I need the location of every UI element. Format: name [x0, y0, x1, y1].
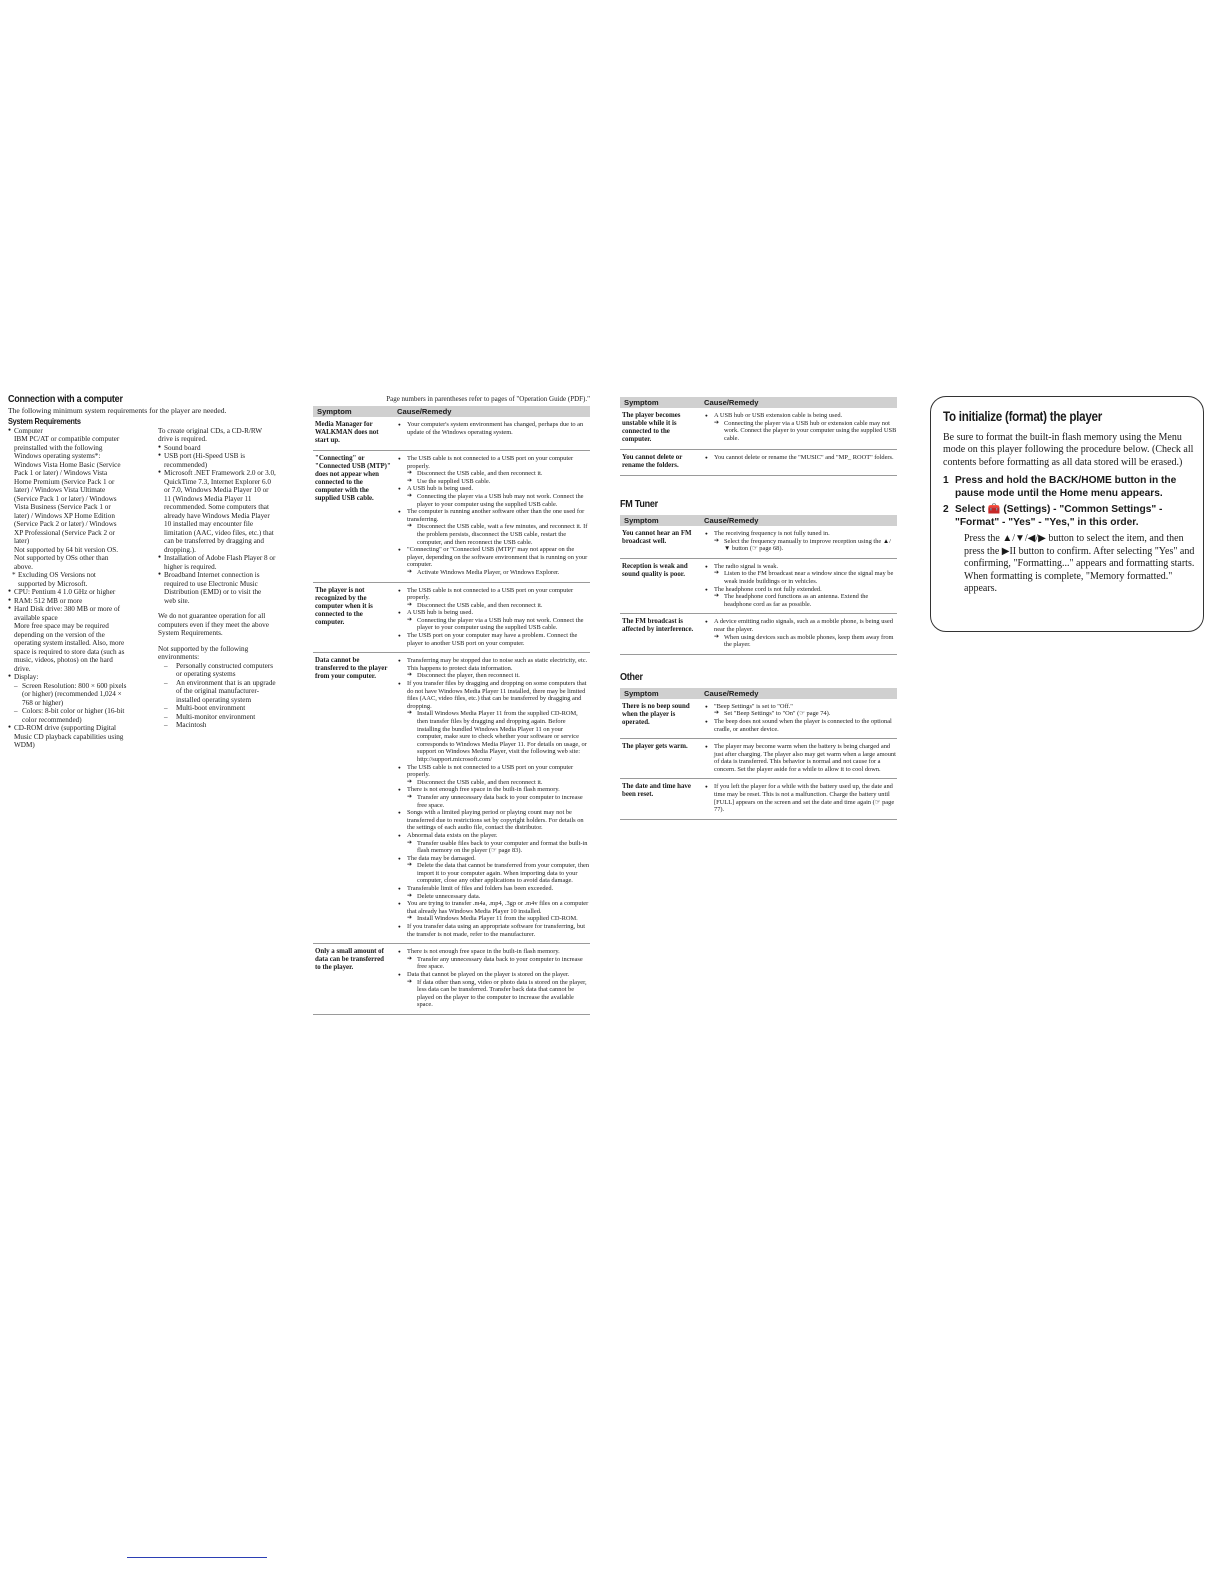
- requirements-right-column: [158, 427, 290, 750]
- text-line: – Personally constructed computers: [176, 661, 274, 670]
- step-1: [943, 475, 1203, 501]
- table-row: [620, 614, 897, 654]
- cause-header: Cause/Remedy: [704, 688, 759, 698]
- display-item: [8, 707, 153, 724]
- symptom-header: Symptom: [624, 516, 659, 525]
- cause-item: ● The data may be damaged.: [397, 855, 590, 863]
- remedy-item: ➔ Listen to the FM broadcast near a window since the signal may be weak inside buildings or in vehicles.: [704, 570, 897, 585]
- cause-item: ● Songs with a limited playing period or playing count may not be transferred due to restrictions set by copyright holders. For details on the settings of each audio file, contact the distributor.: [397, 809, 590, 832]
- display-item: [8, 682, 153, 708]
- troubleshooting-computer: [313, 395, 590, 1015]
- ram-requirement: ● RAM: 512 MB or more: [8, 597, 153, 606]
- text-line: ● Sound board: [164, 443, 201, 452]
- text-line: color recommended): [22, 715, 82, 724]
- text-line: – Screen Resolution: 800 × 600 pixels: [22, 681, 127, 690]
- cause-item: ● The USB cable is not connected to a USB port on your computer properly.: [397, 587, 590, 602]
- text-line: recommended): [164, 460, 208, 469]
- cause-item: ● If you left the player for a while with the battery used up, the date and time may be reset. This is not a malfunction. Charge the battery until [FULL] appears on the screen and set the date and time again (☞ page 77).: [704, 783, 897, 813]
- text-line: To create original CDs, a CD-R/RW: [158, 426, 263, 435]
- text-line: System Requirements.: [158, 629, 223, 637]
- remedy-item: ➔ When using devices such as mobile phones, keep them away from the player.: [704, 634, 897, 649]
- cause-cell: [397, 948, 590, 1009]
- cause-item: ● "Connecting" or "Connected USB (MTP)" may not appear on the player, depending on the software environment that is running on your computer.: [397, 546, 590, 569]
- text-line: Not supported by 64 bit version OS.: [14, 545, 119, 554]
- symptom-cell: There is no beep sound when the player is operated.: [622, 702, 690, 726]
- table-header: [313, 406, 590, 417]
- text-line: operating system installed. Also, more: [14, 639, 125, 647]
- not-supported-intro: [158, 645, 290, 662]
- computer-table-body: [313, 417, 590, 1015]
- table-row: [313, 944, 590, 1015]
- remedy-item: ➔ Activate Windows Media Player, or Windows Explorer.: [397, 569, 590, 577]
- cause-item: ● The USB cable is not connected to a USB port on your computer properly.: [397, 455, 590, 470]
- text-line: installed operating system: [176, 695, 252, 704]
- step-1-number: 1: [943, 475, 949, 487]
- symptom-cell: Media Manager for WALKMAN does not start up.: [315, 421, 379, 444]
- cause-item: ● You cannot delete or rename the "MUSIC" and "MP_ ROOT" folders.: [704, 454, 897, 462]
- computer-table-continued: [620, 408, 897, 476]
- cause-item: ● A USB hub is being used.: [397, 485, 590, 493]
- remedy-item: ➔ Connecting the player via a USB hub may not work. Connect the player to your computer using the supplied USB cable.: [397, 617, 590, 632]
- step-2-text: Select 🧰 (Settings) - "Common Settings" - "Format" - "Yes" - "Yes," in this order.: [955, 503, 1163, 528]
- cause-cell: [704, 412, 897, 444]
- text-line: – Colors: 8-bit color or higher (16-bit: [22, 707, 125, 715]
- initialize-intro: Be sure to format the built-in flash memory using the Menu mode on this player following the procedure below. (Check all contents before formatting as all data stored will be erased.): [943, 432, 1194, 468]
- text-line: available space: [14, 613, 58, 622]
- remedy-item: ➔ If data other than song, video or photo data is stored on the player, less data can be transferred. Transfer back data that cannot be played on the player to the computer to increase the available space.: [397, 979, 590, 1009]
- cause-item: ● The beep does not sound when the player is connected to the optional cradle, or another device.: [704, 718, 897, 733]
- cpu-requirement: ● CPU: Pentium 4 1.0 GHz or higher: [8, 588, 153, 597]
- cause-item: ● If you transfer files by dragging and dropping on some computers that do not have Windows Media Player 11 installed, there may be limited files (AAC, video files, etc.) that can be transferred by dragging and dropping.: [397, 680, 590, 710]
- text-line: later) / Windows XP Home Edition: [14, 511, 115, 520]
- text-line: Windows Vista Home Basic (Service: [14, 460, 121, 469]
- cause-header: Cause/Remedy: [397, 407, 452, 416]
- table-row: [620, 559, 897, 615]
- not-supported-list: [158, 662, 290, 730]
- text-line: already have Windows Media Player: [164, 511, 270, 520]
- os-footnote: [8, 571, 153, 588]
- cause-cell: [704, 563, 897, 609]
- cause-cell: [704, 783, 897, 813]
- display-requirements: [8, 682, 153, 725]
- symptom-cell: The date and time have been reset.: [622, 783, 691, 799]
- cause-cell: [704, 703, 897, 733]
- cause-item: ● The headphone cord is not fully extended.: [704, 586, 897, 594]
- footer-rule: [127, 1557, 267, 1558]
- requirement-item: [158, 452, 290, 469]
- table-row: [620, 739, 897, 779]
- table-header: [620, 397, 897, 408]
- text-line: WDM): [14, 741, 35, 749]
- text-line: can be transferred by dragging and: [164, 537, 264, 545]
- remedy-item: ➔ Disconnect the player, then reconnect it.: [397, 672, 590, 680]
- additional-requirements: [158, 444, 290, 606]
- fm-tuner-table: [620, 526, 897, 655]
- text-line: computers even if they meet the above: [158, 620, 269, 629]
- text-line: later) / Windows Vista Ultimate: [14, 486, 106, 494]
- symptom-cell: Only a small amount of data can be transferred to the player.: [315, 948, 384, 972]
- cause-header: Cause/Remedy: [704, 398, 759, 407]
- text-line: or 7.0, Windows Media Player 10 or: [164, 486, 269, 494]
- table-row: [620, 779, 897, 819]
- text-line: ● Microsoft .NET Framework 2.0 or 3.0,: [164, 469, 276, 477]
- table-header: [620, 515, 897, 526]
- remedy-item: ➔ Disconnect the USB cable, and then reconnect it.: [397, 470, 590, 478]
- symptom-cell: You cannot hear an FM broadcast well.: [622, 530, 692, 545]
- remedy-item: ➔ Connecting the player via a USB hub or extension cable may not work. Connect the player to your computer using the supplied USB cable.: [704, 420, 897, 443]
- text-line: 10 installed may encounter file: [164, 520, 254, 528]
- cause-item: ● Abnormal data exists on the player.: [397, 832, 590, 840]
- remedy-item: ➔ Set "Beep Settings" to "On" (☞ page 74).: [704, 710, 897, 718]
- symptom-header: Symptom: [317, 407, 352, 416]
- remedy-item: ➔ Use the supplied USB cable.: [397, 478, 590, 486]
- requirements-left-column: [8, 427, 153, 750]
- symptom-cell: The FM broadcast is affected by interference.: [622, 618, 694, 634]
- guarantee-note: [158, 612, 290, 638]
- text-line: required to use Electronic Music: [164, 579, 258, 588]
- text-line: Distribution (EMD) or to visit the: [164, 588, 262, 596]
- cause-item: ● You are trying to transfer .m4a, .mp4, .3gp or .m4v files on a computer that already has Windows Media Player 10 installed.: [397, 900, 590, 915]
- cause-cell: [397, 587, 590, 648]
- text-line: – An environment that is an upgrade: [176, 678, 276, 687]
- cause-cell: [397, 657, 590, 938]
- text-line: ● CD-ROM drive (supporting Digital: [14, 724, 117, 732]
- cause-item: ● The computer is running another software other than the one used for transferring.: [397, 508, 590, 523]
- remedy-item: ➔ Connecting the player via a USB hub may not work. Connect the player to your computer using the supplied USB cable.: [397, 493, 590, 508]
- computer-label: ● Computer: [8, 427, 153, 436]
- connection-section: [8, 395, 290, 750]
- text-line: – Macintosh: [176, 721, 207, 729]
- text-line: recommended. Some computers that: [164, 503, 269, 511]
- requirement-item: [158, 444, 290, 453]
- remedy-item: ➔ Install Windows Media Player 11 from the supplied CD-ROM.: [397, 915, 590, 923]
- connection-title: Connection with a computer: [8, 393, 123, 405]
- cause-item: ● A USB hub is being used.: [397, 609, 590, 617]
- remedy-item: ➔ Transfer usable files back to your computer and format the built-in flash memory on the player (☞ page 83).: [397, 840, 590, 855]
- step-2: [943, 504, 1203, 530]
- system-requirements-title: System Requirements: [8, 416, 81, 426]
- text-line: Home Premium (Service Pack 1 or: [14, 477, 115, 486]
- cause-item: ● A device emitting radio signals, such as a mobile phone, is being used near the player.: [704, 618, 897, 633]
- cause-item: ● The USB cable is not connected to a USB port on your computer properly.: [397, 764, 590, 779]
- cause-cell: [397, 421, 590, 445]
- cause-cell: [704, 530, 897, 553]
- cause-item: ● A USB hub or USB extension cable is being used.: [704, 412, 897, 420]
- text-line: ● Installation of Adobe Flash Player 8 or: [164, 554, 276, 562]
- text-line: More free space may be required: [14, 622, 109, 630]
- text-line: or operating systems: [176, 670, 236, 678]
- step-1-text: Press and hold the BACK/HOME button in the pause mode until the Home menu appears.: [955, 475, 1177, 500]
- requirement-item: [158, 469, 290, 554]
- text-line: (Service Pack 1 or later) / Windows: [14, 494, 117, 503]
- not-supported-item: [158, 662, 290, 679]
- display-label: ● Display:: [8, 673, 153, 682]
- text-line: later): [14, 537, 30, 545]
- text-line: 11 (Windows Media Player 11: [164, 494, 252, 503]
- text-line: drive.: [14, 664, 31, 673]
- symptom-cell: The player becomes unstable while it is connected to the computer.: [622, 412, 681, 443]
- remedy-item: ➔ Disconnect the USB cable, and then reconnect it.: [397, 779, 590, 787]
- cd-rw-note: [158, 427, 290, 444]
- cdrom-requirement: [8, 724, 153, 750]
- text-line: web site.: [164, 596, 190, 605]
- other-table: [620, 699, 897, 820]
- fm-tuner-title: FM Tuner: [620, 498, 658, 510]
- not-supported-item: [158, 713, 290, 722]
- text-line: – Multi-boot environment: [176, 704, 246, 712]
- page-reference-note: Page numbers in parentheses refer to pages of "Operation Guide (PDF).": [386, 395, 590, 403]
- initialize-box: [930, 396, 1204, 632]
- symptom-cell: Data cannot be transferred to the player from your computer.: [315, 657, 388, 681]
- initialize-title: To initialize (format) the player: [943, 409, 1102, 424]
- text-line: drive is required.: [158, 435, 207, 443]
- cause-item: ● The USB port on your computer may have a problem. Connect the player to another USB port on your computer.: [397, 632, 590, 647]
- text-line: above.: [14, 562, 33, 571]
- text-line: We do not guarantee operation for all: [158, 612, 266, 620]
- troubleshooting-continued: [620, 397, 897, 820]
- table-row: [620, 450, 897, 476]
- text-line: * Excluding OS Versions not: [18, 571, 96, 579]
- cause-item: ● The player may become warm when the battery is being charged and just after charging. The player also may get warm when a large amount of data is transferred. This behavior is normal and not cause for a concern. Set the player aside for a while to allow it to cool down.: [704, 743, 897, 773]
- table-row: [620, 408, 897, 450]
- cause-item: ● If you transfer data using an appropriate software for transferring, but the transfer is not made, refer to the manufacturer.: [397, 923, 590, 938]
- text-line: Music CD playback capabilities using: [14, 732, 124, 741]
- cause-item: ● "Beep Settings" is set to "Off.": [704, 703, 897, 711]
- text-line: Not supported by the following: [158, 644, 249, 653]
- remedy-item: ➔ Install Windows Media Player 11 from the supplied CD-ROM, then transfer files by dragging and dropping again. Before installing the bundled Windows Media Player 11 on your computer, make sure to check whether your software or service corresponds to Windows Media Player 11. For details on usage, or support on Windows Media Player, visit the following web site: http://support.microsoft.com/: [397, 710, 590, 763]
- text-line: IBM PC/AT or compatible computer: [14, 435, 120, 443]
- symptom-header: Symptom: [624, 688, 659, 698]
- remedy-item: ➔ Disconnect the USB cable, wait a few minutes, and reconnect it. If the problem persists, disconnect the USB cable, restart the computer, and then reconnect the USB cable.: [397, 523, 590, 546]
- text-line: QuickTime 7.3, Internet Explorer 6.0: [164, 477, 271, 486]
- not-supported-item: [158, 679, 290, 705]
- text-line: higher is required.: [164, 562, 217, 571]
- cause-item: ● There is not enough free space in the built-in flash memory.: [397, 948, 590, 956]
- text-line: Pack 1 or later) / Windows Vista: [14, 469, 108, 477]
- cause-header: Cause/Remedy: [704, 516, 759, 525]
- symptom-cell: The player is not recognized by the computer when it is connected to the computer.: [315, 586, 373, 626]
- not-supported-item: [158, 704, 290, 713]
- symptom-cell: The player gets warm.: [622, 743, 688, 751]
- table-row: [313, 583, 590, 654]
- text-line: depending on the version of the: [14, 630, 105, 639]
- cause-item: ● Your computer's system environment has changed, perhaps due to an update of the Windows operating system.: [397, 421, 590, 436]
- remedy-item: ➔ Delete unnecessary data.: [397, 893, 590, 901]
- table-row: [620, 699, 897, 739]
- remedy-item: ➔ The headphone cord functions as an antenna. Extend the headphone cord as far as possible.: [704, 593, 897, 608]
- symptom-cell: You cannot delete or rename the folders.: [622, 454, 683, 469]
- connection-intro: The following minimum system requirements for the player are needed.: [8, 405, 227, 415]
- text-line: music, videos, photos) on the hard: [14, 656, 113, 664]
- text-line: XP Professional (Service Pack 2 or: [14, 528, 115, 537]
- text-line: Not supported by OSs other than: [14, 554, 109, 562]
- cause-item: ● The radio signal is weak.: [704, 563, 897, 571]
- cause-item: ● Data that cannot be played on the player is stored on the player.: [397, 971, 590, 979]
- text-line: of the original manufacturer-: [176, 687, 260, 695]
- text-line: ● USB port (Hi-Speed USB is: [164, 452, 246, 460]
- computer-details: [8, 435, 153, 571]
- cause-item: ● There is not enough free space in the built-in flash memory.: [397, 786, 590, 794]
- remedy-item: ➔ Delete the data that cannot be transferred from your computer, then import it to your computer again. When importing data to your computer, close any other applications to avoid data damage.: [397, 862, 590, 885]
- table-row: [620, 526, 897, 559]
- text-line: supported by Microsoft.: [18, 579, 88, 588]
- text-line: – Multi-monitor environment: [176, 712, 256, 721]
- text-line: Windows operating systems*:: [14, 452, 101, 460]
- remedy-item: ➔ Transfer any unnecessary data back to your computer to increase free space.: [397, 956, 590, 971]
- cause-cell: [704, 454, 897, 470]
- not-supported-item: [158, 721, 290, 730]
- requirement-item: [158, 571, 290, 605]
- other-title: Other: [620, 670, 643, 683]
- text-line: space is required to store data (such as: [14, 647, 125, 656]
- cause-item: ● Transferring may be stopped due to noise such as static electricity, etc. This happens to protect data information.: [397, 657, 590, 672]
- text-line: environments:: [158, 653, 200, 661]
- text-line: ● Hard Disk drive: 380 MB or more of: [14, 605, 120, 613]
- text-line: (or higher) (recommended 1,024 ×: [22, 690, 122, 698]
- cause-cell: [397, 455, 590, 577]
- cause-item: ● Transferable limit of files and folders has been exceeded.: [397, 885, 590, 893]
- text-line: dropping.).: [164, 545, 196, 554]
- text-line: ● Broadband Internet connection is: [164, 571, 260, 579]
- symptom-cell: "Connecting" or "Connected USB (MTP)" does not appear when connected to the computer with the supplied USB cable.: [315, 455, 391, 502]
- table-header: [620, 688, 897, 699]
- symptom-cell: Reception is weak and sound quality is poor.: [622, 562, 688, 578]
- table-row: [313, 653, 590, 944]
- hdd-requirement: [8, 605, 153, 673]
- text-line: 768 or higher): [22, 698, 64, 707]
- remedy-item: ➔ Disconnect the USB cable, and then reconnect it.: [397, 602, 590, 610]
- remedy-item: ➔ Select the frequency manually to improve reception using the ▲/▼ button (☞ page 68).: [704, 538, 897, 553]
- symptom-header: Symptom: [624, 398, 659, 407]
- remedy-item: ➔ Transfer any unnecessary data back to your computer to increase free space.: [397, 794, 590, 809]
- text-line: (Service Pack 2 or later) / Windows: [14, 520, 117, 528]
- text-line: limitation (AAC, video files, etc.) that: [164, 528, 274, 537]
- cause-cell: [704, 618, 897, 648]
- requirement-item: [158, 554, 290, 571]
- step-2-detail: Press the ▲/▼/◀/▶ button to select the item, and then press the ▶II button to confirm. After selecting "Yes" and confirming, "Formatting..." appears and formatting starts. When formatting is complete, "Memory formatted." appears.: [964, 533, 1195, 595]
- step-2-number: 2: [943, 503, 949, 515]
- cause-item: ● The receiving frequency is not fully tuned in.: [704, 530, 897, 538]
- table-row: [313, 451, 590, 583]
- text-line: Vista Business (Service Pack 1 or: [14, 503, 111, 511]
- cause-cell: [704, 743, 897, 773]
- text-line: preinstalled with the following: [14, 443, 103, 452]
- table-row: [313, 417, 590, 451]
